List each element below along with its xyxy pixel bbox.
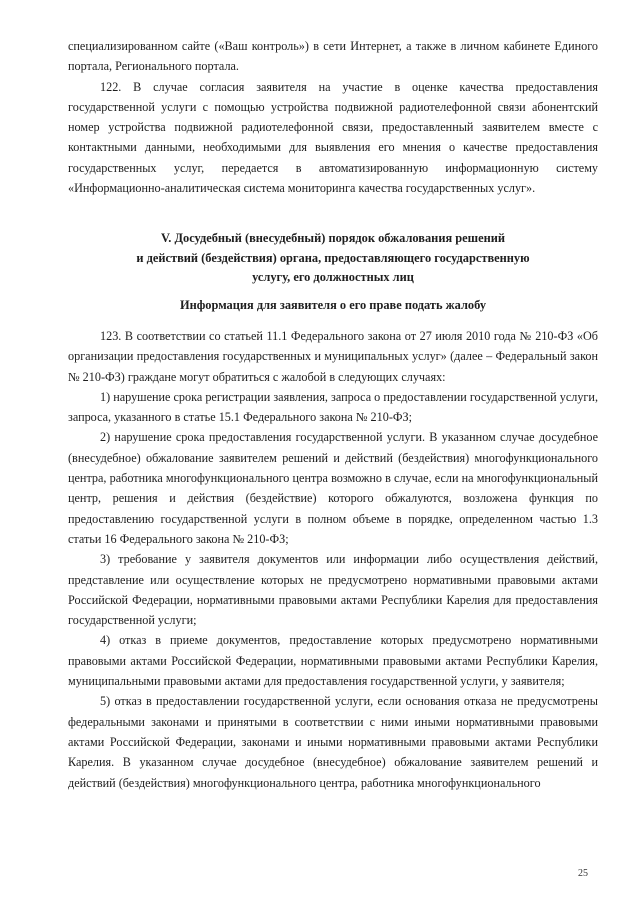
section-heading: [68, 229, 598, 288]
section-heading-line-3: услугу, его должностных лиц: [252, 270, 414, 284]
list-item-1: 1) нарушение срока регистрации заявления, запроса о предоставлении государственной услуги, запроса, указанного в статье 15.1 Федерального закона № 210-ФЗ;: [68, 389, 598, 425]
list-item-5: 5) отказ в предоставлении государственной услуги, если основания отказа не предусмотрены федеральными законами и принятыми в соответствии с ними иными нормативными правовыми актами Российской Федерации, законами и иными нормативными правовыми актами Республики Карелия. В указанном случае досудебное (внесудебное) обжалование заявителем решений и действий (бездействия) многофункционального центра, работника многофункционального: [68, 694, 598, 790]
top-text-block: [68, 36, 598, 198]
page-number: 25: [578, 868, 588, 879]
section-heading-line-1: V. Досудебный (внесудебный) порядок обжалования решений: [160, 231, 506, 245]
paragraph-123: 123. В соответствии со статьей 11.1 Федерального закона от 27 июля 2010 года № 210-ФЗ «Об организации предоставления государственных и муниципальных услуг» (далее – Федеральный закон № 210-ФЗ) граждане могут обратиться с жалобой в следующих случаях:: [68, 329, 598, 384]
list-item-3: 3) требование у заявителя документов или информации либо осуществления действий, представление или осуществление которых не предусмотрено нормативными правовыми актами Российской Федерации, нормативными правовыми актами Республики Карелия для предоставления государственной услуги;: [68, 552, 598, 628]
paragraph-122: 122. В случае согласия заявителя на участие в оценке качества предоставления государственной услуги с помощью устройства подвижной радиотелефонной связи абонентский номер устройства подвижной радиотелефонной связи, предоставленный заявителем вместе с контактными данными, необходимыми для выявления его мнения о качестве предоставления государственных услуг, передается в автоматизированную информационную систему «Информационно-аналитическая система мониторинга качества государственных услуг».: [68, 79, 598, 196]
subheading-text: Информация для заявителя о его праве подать жалобу: [179, 298, 487, 312]
section-heading-line-2: и действий (бездействия) органа, предоставляющего государственную: [136, 250, 530, 265]
list-item-2: 2) нарушение срока предоставления государственной услуги. В указанном случае досудебное (внесудебное) обжалование заявителем решений и действий (бездействия) многофункционального центра, работника многофункционального центра возможно в случае, если на многофункциональный центр, решения и действия (бездействие) которого обжалуются, возложена функция по предоставлению государственной услуги в полном объеме в порядке, определенном частью 1.3 статьи 16 Федерального закона № 210-ФЗ;: [68, 430, 598, 546]
list-item-4: 4) отказ в приеме документов, предоставление которых предусмотрено нормативными правовыми актами Российской Федерации, нормативными правовыми актами Республики Карелия, муниципальными правовыми актами для предоставления государственной услуги, у заявителя;: [68, 633, 598, 689]
paragraph-continuation: специализированном сайте («Ваш контроль») в сети Интернет, а также в личном кабинете Единого портала, Регионального портала.: [68, 39, 598, 74]
main-text-block: [68, 326, 598, 793]
subheading: [68, 296, 598, 316]
